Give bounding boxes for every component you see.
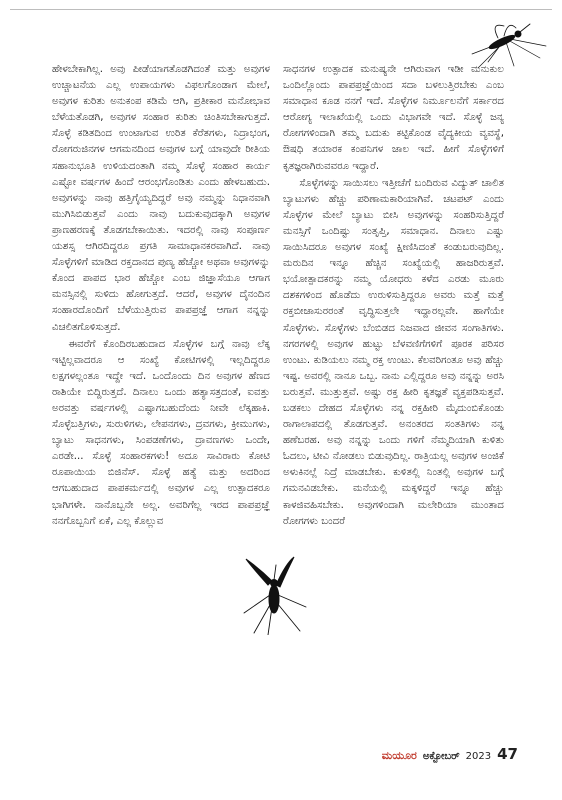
mosquito-illustration-middle (240, 555, 310, 635)
left-paragraph-1: ಹೇಳಬೇಕಾಗಿಲ್ಲ. ಅವು ಪೀಡೆಯಾಗತೊಡಗಿದಂತೆ ಮತ್ತು ಅವುಗಳ ಉಚ್ಚಾಟನೆಯ ಎಲ್ಲ ಉಪಾಯಗಳು ವಿಫಲಗೊಂಡಾಗ ಮೇಲೆ, ಅವುಗಳ ಕುರಿತು ಅನುಕಂಪ ಕಡಿಮೆ ಆಗಿ, ಪ್ರತೀಕಾರ ಮನೋಭಾವ ಬೆಳೆಯತೊಡಗಿ, ಅವುಗಳ ಸಂಹಾರ ಕುರಿತು ಚಿಂತಿಸಬೇಕಾಗುತ್ತದೆ. ಸೊಳ್ಳೆ ಕಡಿತದಿಂದ ಉಂಟಾಗುವ ಉರಿತ ಕೆರೆತಗಳು, ನಿದ್ರಾಭಂಗ, ರೋಗರುಜಿನಗಳ ಆಗಮನದಿಂದ ಅವುಗಳ ಬಗ್ಗೆ ಯಾವುದೇ ರೀತಿಯ ಸಹಾನುಭೂತಿ ಉಳಿಯದಂತಾಗಿ ನಮ್ಮ ಸೊಳ್ಳೆ ಸಂಹಾರ ಕಾರ್ಯ ಎಷ್ಟೋ ವರ್ಷಗಳ ಹಿಂದೆ ಆರಂಭಗೊಂಡಿತು ಎಂದು ಹೇಳಬಹುದು. ಅವುಗಳನ್ನು ನಾವು ಹತ್ತಿಗೈಯ್ಯದಿದ್ದರೆ ಅವು ನಮ್ಮನ್ನು ನಿಧಾನವಾಗಿ ಮುಗಿಸಿಬಿಡುತ್ತವೆ ಎಂದು ನಾವು ಬದುಕುವುದಕ್ಕಾಗಿ ಅವುಗಳ ಪ್ರಾಣಹರಣಕ್ಕೆ ತೊಡಗಬೇಕಾಯಿತು. ಇದರಲ್ಲಿ ನಾವು ಸಂಪೂರ್ಣ ಯಶಸ್ಸ ಆಗಿರದಿದ್ದರೂ ಪ್ರಗತಿ ಸಾಮಾಧಾನಕರವಾಗಿದೆ. ನಾವು ಸೊಳ್ಳೆಗಳಿಗೆ ಮಾಡಿದ ರಕ್ತದಾನದ ಪುಣ್ಯ ಹೆಚ್ಚೋ ಅಥವಾ ಅವುಗಳನ್ನು ಕೊಂದ ಪಾಪದ ಭಾರ ಹೆಚ್ಚೋ ಎಂಬ ಜಿಜ್ಞಾಸೆಯೂ ಆಗಾಗ ಮನಸ್ಸಿನಲ್ಲಿ ಸುಳಿದು ಹೋಗುತ್ತದೆ. ಆದರೆ, ಅವುಗಳ ದೈನಂದಿನ ಸಂಹಾರದೊಂದಿಗೆ ಬೆಳೆಯುತ್ತಿರುವ ಪಾಪಪ್ರಜ್ಞೆ ಆಗಾಗ ನನ್ನನ್ನು ವಿಚಲಿತಗೊಳಿಸುತ್ತದೆ. (52, 64, 270, 333)
right-column (283, 62, 504, 531)
page-number: 47 (497, 745, 518, 763)
issue-year: 2023 (465, 751, 492, 762)
issue-month: ಅಕ್ಟೋಬರ್ (422, 751, 460, 762)
page-footer (382, 745, 518, 763)
right-paragraph-2: ಸೊಳ್ಳೆಗಳನ್ನು ಸಾಯಿಸಲು ಇತ್ತೀಚೆಗೆ ಬಂದಿರುವ ವಿದ್ಯುತ್ ಚಾಲಿತ ಬ್ಯಾಟುಗಳು ಹೆಚ್ಚು ಪರಿಣಾಮಕಾರಿಯಾಗಿವೆ. ಚಟಪಟ್ ಎಂದು ಸೊಳ್ಳೆಗಳ ಮೇಲೆ ಬ್ಯಾಟು ಬೀಸಿ ಅವುಗಳನ್ನು ಸಂಹರಿಸುತ್ತಿದ್ದರೆ ಮನಸ್ಸಿಗೆ ಒಂದಿಷ್ಟು ಸಂತೃಪ್ತಿ, ಸಮಾಧಾನ. ದಿನಾಲು ಎಷ್ಟು ಸಾಯಿಸಿದರೂ ಅವುಗಳ ಸಂಖ್ಯೆ ಕ್ಷೀಣಿಸಿದಂತೆ ಕಂಡುಬರುವುದಿಲ್ಲ. ಮರುದಿನ ಇನ್ನೂ ಹೆಚ್ಚಿನ ಸಂಖ್ಯೆಯಲ್ಲಿ ಹಾಜರಿರುತ್ತವೆ. ಭಯೋತ್ಪಾದಕರನ್ನು ನಮ್ಮ ಯೋಧರು ಕಳೆದ ಎರಡು ಮೂರು ದಶಕಗಳಿಂದ ಹೊಡೆದು ಉರುಳಿಸುತ್ತಿದ್ದರೂ ಅವರು ಮತ್ತೆ ಮತ್ತೆ ರಕ್ತಬೀಜಾಸುರರಂತೆ ವೃದ್ಧಿಸುತ್ತಲೇ ಇದ್ದಾರಲ್ಲವೇ. ಹಾಗೆಯೇ ಸೊಳ್ಳೆಗಳು. ಸೊಳ್ಳೆಗಳು ಬೆಂಬಿಡದ ನಿಜವಾದ ಜೀವನ ಸಂಗಾತಿಗಳು. ನಗರಗಳಲ್ಲಿ ಅವುಗಳ ಹುಟ್ಟು ಬೆಳವಣಿಗೆಗಳಿಗೆ ಪೂರಕ ಪರಿಸರ ಉಂಟು. ಕುಡಿಯಲು ನಮ್ಮ ರಕ್ತ ಉಂಟು. ಕೆಲವರಿಗಂತೂ ಅವು ಹೆಚ್ಚು ಇಷ್ಟ. ಅವರಲ್ಲಿ ನಾನೂ ಒಬ್ಬ. ನಾನು ಎಲ್ಲಿದ್ದರೂ ಅವು ನನ್ನನ್ನು ಅರಸಿ ಬರುತ್ತವೆ. ಮುತ್ತುತ್ತವೆ. ಅಷ್ಟು ರಕ್ತ ಹೀರಿ ಕೃತಜ್ಞತೆ ವ್ಯಕ್ತಪಡಿಸುತ್ತವೆ. ಬಡಕಲು ದೇಹದ ಸೊಳ್ಳೆಗಳು ನನ್ನ ರಕ್ತಹೀರಿ ಮೈದುಂಬಿಕೊಂಡು ರಾಗಾಲಾಪದಲ್ಲಿ ತೊಡಗುತ್ತವೆ. ಅನಂತರದ ಸಂತತಿಗಳು ನನ್ನ ಹಣೆಬರಹ. ಅವು ನನ್ನನ್ನು ಒಂದು ಗಳಿಗೆ ನೆಮ್ಮದಿಯಾಗಿ ಕುಳಿತು ಓದಲು, ಟೀವಿ ನೋಡಲು ಬಿಡುವುದಿಲ್ಲ. ರಾತ್ರಿಯಲ್ಲ ಅವುಗಳ ಅಂಜಿಕೆ ಅಳುಕಿನಲ್ಲೆ ನಿದ್ರೆ ಮಾಡಬೇಕು. ಕುಳಿತಲ್ಲಿ ನಿಂತಲ್ಲಿ ಅವುಗಳ ಬಗ್ಗೆ ಗಮನವಿಡಬೇಕು. ಮನೆಯಲ್ಲಿ ಮಕ್ಕಳಿದ್ದರೆ ಇನ್ನೂ ಹೆಚ್ಚು ಕಾಳಜಿವಹಿಸಬೇಕು. ಅವುಗಳಿಂದಾಗಿ ಮಲೇರಿಯಾ ಮುಂತಾದ ರೋಗಗಳು ಬಂದರೆ (283, 177, 504, 527)
left-column (52, 62, 270, 531)
right-paragraph-1: ಸಾಧನಗಳ ಉತ್ಪಾದಕ ಮನುಷ್ಯನೇ ಆಗಿರುವಾಗ ಇಡೀ ಮನುಕುಲ ಒಂದಿಲ್ಲೊಂದು ಪಾಪಪ್ರಜ್ಞೆಯಿಂದ ಸದಾ ಬಳಲುತ್ತಿರಬೇಕು ಎಂಬ ಸಮಾಧಾನ ಕೂಡ ನನಗೆ ಇದೆ. ಸೊಳ್ಳೆಗಳ ನಿರ್ಮೂಲನೆಗೆ ಸರ್ಕಾರದ ಆರೋಗ್ಯ ಇಲಾಖೆಯಲ್ಲಿ ಒಂದು ವಿಭಾಗವೇ ಇದೆ. ಸೊಳ್ಳೆ ಜನ್ಯ ರೋಗಗಳಿಂದಾಗಿ ತಮ್ಮ ಬದುಕು ಕಟ್ಟಿಕೊಂಡ ವೈದ್ಯಕೀಯ ವ್ಯವಸ್ಥೆ, ಔಷಧಿ ತಯಾರಕ ಕಂಪನಿಗಳ ಜಾಲ ಇದೆ. ಹೀಗೆ ಸೊಳ್ಳೆಗಳಿಗೆ ಕೃತಜ್ಞರಾಗಿರುವವರೂ ಇದ್ದಾರೆ. (283, 64, 504, 172)
top-rule (10, 9, 552, 10)
left-paragraph-2: ಈವರೆಗೆ ಕೊಂದಿರಬಹುದಾದ ಸೊಳ್ಳೆಗಳ ಬಗ್ಗೆ ನಾವು ಲೆಕ್ಕ ಇಟ್ಟಿಲ್ಲವಾದರೂ ಆ ಸಂಖ್ಯೆ ಕೋಟಿಗಳಲ್ಲಿ ಇಲ್ಲದಿದ್ದರೂ ಲಕ್ಷಗಳಲ್ಲಂತೂ ಇದ್ದೇ ಇದೆ. ಒಂದೊಂದು ದಿನ ಅವುಗಳ ಹೆಣದ ರಾಶಿಯೇ ಬಿದ್ದಿರುತ್ತದೆ. ದಿನಾಲು ಒಂದು ಹತ್ಯಾಸತ್ರದಂತೆ, ಐವತ್ತು ಅರವತ್ತು ವರ್ಷಗಳಲ್ಲಿ ಎಷ್ಟಾಗಬಹುದೆಂದು ನೀವೇ ಲೆಕ್ಕಹಾಕಿ. ಸೊಳ್ಳೆಬತ್ತಿಗಳು, ಸುರುಳಿಗಳು, ಲೇಪನಗಳು, ದ್ರವಗಳು, ಕ್ರೀಮುಗಳು, ಬ್ಯಾಟು ಸಾಧನಗಳು, ಸಿಂಪಡಣೆಗಳು, ದ್ರಾವಣಗಳು ಒಂದೇ, ಎರಡೇ... ಸೊಳ್ಳೆ ಸಂಹಾರಕಗಳು! ಅದೂ ಸಾವಿರಾರು ಕೋಟಿ ರೂಪಾಯಿಯ ಬಿಜಿನೆಸ್. ಸೊಳ್ಳೆ ಹತ್ಯೆ ಮತ್ತು ಅದರಿಂದ ಆಗಬಹುದಾದ ಪಾಪಕರ್ಮದಲ್ಲಿ ಅವುಗಳ ಎಲ್ಲ ಉತ್ಪಾದಕರೂ ಭಾಗಿಗಳೇ. ನಾನೊಬ್ಬನೇ ಅಲ್ಲ. ಅವರಿಗೆಲ್ಲ ಇರದ ಪಾಪಪ್ರಜ್ಞೆ ನನಗೊಬ್ಬನಿಗೆ ಏಕೆ, ಎಲ್ಲ ಕೊಲ್ಲುವ (52, 338, 270, 527)
magazine-brand: ಮಯೂರ (381, 749, 417, 762)
